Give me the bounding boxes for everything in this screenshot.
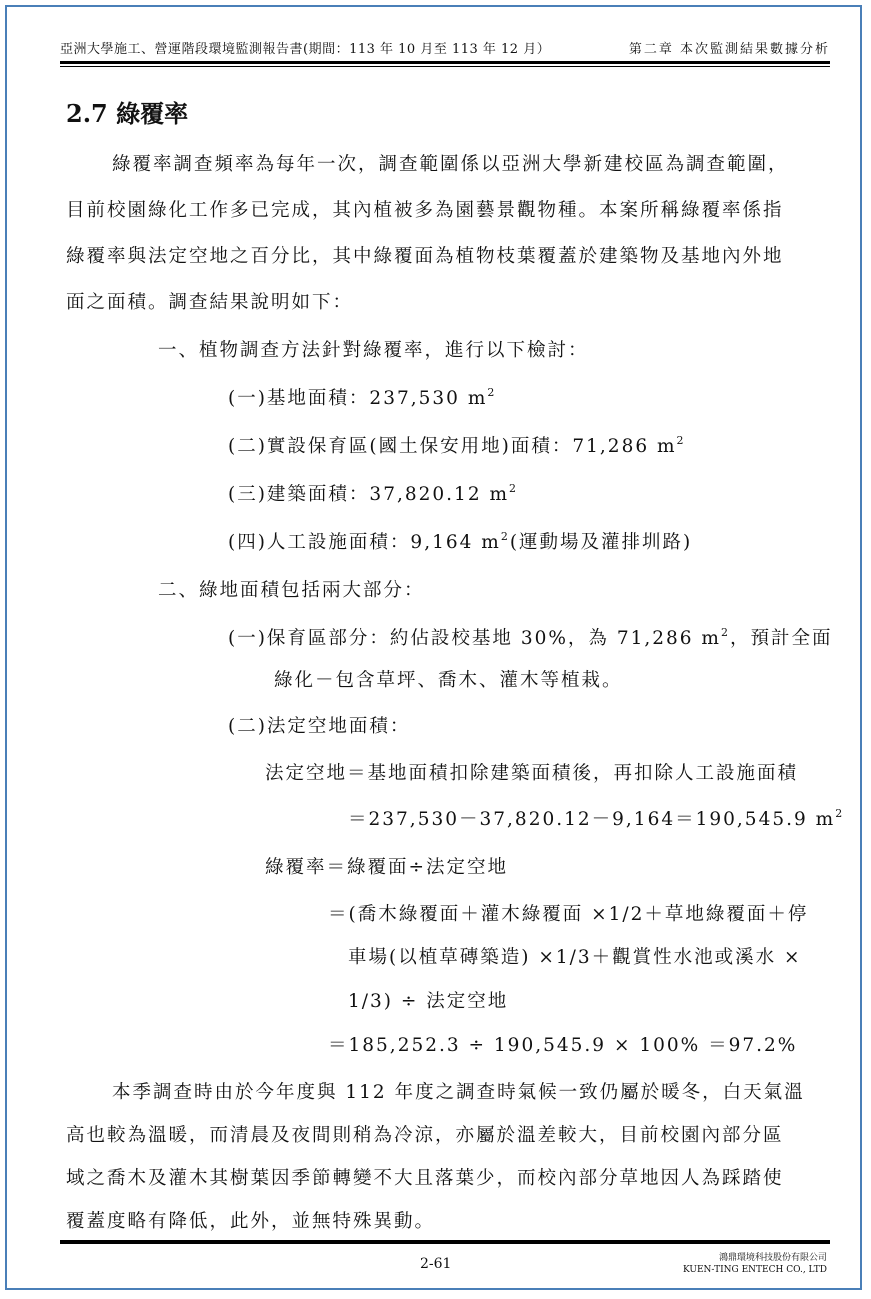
company-name: [683, 1252, 827, 1276]
calc-line-1: 法定空地＝基地面積扣除建築面積後，再扣除人工設施面積: [265, 763, 799, 784]
intro-line-1: 綠覆率調查頻率為每年一次，調查範圍係以亞洲大學新建校區為調查範圍，: [112, 154, 789, 175]
green-rate-line-3: 車場(以植草磚築造) ×1/3＋觀賞性水池或溪水 ×: [348, 947, 802, 968]
item1-c-text: (三)建築面積：37,820.12 m: [228, 484, 510, 505]
item1-a-text: (一)基地面積：237,530 m: [228, 388, 488, 409]
item2-a-line-1: [228, 624, 833, 650]
superscript: 2: [676, 434, 686, 447]
item2-a-text-end: ，預計全面: [729, 628, 833, 649]
company-name-en: KUEN-TING ENTECH CO., LTD: [682, 1265, 827, 1275]
superscript: 2: [720, 626, 730, 639]
company-name-cn: 鴻鼎環境科技股份有限公司: [718, 1253, 827, 1263]
page-header: [60, 38, 830, 58]
item1-a: [228, 384, 496, 410]
superscript: 2: [487, 386, 497, 399]
closing-line-2: 高也較為溫暖，而清晨及夜間則稍為冷涼，亦屬於溫差較大，目前校園內部分區: [66, 1125, 784, 1146]
intro-line-3: 綠覆率與法定空地之百分比，其中綠覆面為植物枝葉覆蓋於建築物及基地內外地: [66, 246, 784, 267]
header-chapter-title: 第二章 本次監測結果數據分析: [628, 42, 830, 57]
green-rate-line-2: ＝(喬木綠覆面＋灌木綠覆面 ×1/2＋草地綠覆面＋停: [328, 904, 809, 925]
item2-heading: 二、綠地面積包括兩大部分：: [158, 580, 425, 601]
header-report-title: 亞洲大學施工、營運階段環境監測報告書(期間：113 年 10 月至 113 年 12 月）: [60, 42, 551, 57]
item1-b: [228, 432, 686, 458]
green-rate-line-1: 綠覆率＝綠覆面÷法定空地: [265, 857, 509, 878]
closing-line-4: 覆蓋度略有降低，此外，並無特殊異動。: [66, 1211, 436, 1232]
item2-b: (二)法定空地面積：: [228, 716, 411, 737]
item1-heading: 一、植物調查方法針對綠覆率，進行以下檢討：: [158, 340, 589, 361]
section-title: 2.7 綠覆率: [66, 99, 189, 128]
superscript: 2: [509, 482, 519, 495]
header-rule-bottom: [60, 66, 830, 67]
item1-c: [228, 480, 518, 506]
item2-a-text: (一)保育區部分：約佔設校基地 30%，為 71,286 m: [228, 628, 721, 649]
item1-d-text: (四)人工設施面積：9,164 m: [228, 532, 501, 553]
item1-d-note: (運動場及灌排圳路): [509, 532, 693, 553]
superscript: 2: [500, 530, 510, 543]
item1-b-text: (二)實設保育區(國土保安用地)面積：71,286 m: [228, 436, 677, 457]
closing-line-3: 域之喬木及灌木其樹葉因季節轉變不大且落葉少，而校內部分草地因人為踩踏使: [66, 1168, 784, 1189]
green-rate-line-4: 1/3) ÷ 法定空地: [348, 991, 509, 1012]
intro-line-4: 面之面積。調查結果說明如下：: [66, 292, 354, 313]
green-rate-line-5: ＝185,252.3 ÷ 190,545.9 × 100% ＝97.2%: [328, 1035, 798, 1056]
calc-line-2: [348, 805, 844, 831]
intro-line-2: 目前校園綠化工作多已完成，其內植被多為園藝景觀物種。本案所稱綠覆率係指: [66, 200, 784, 221]
footer-rule: [60, 1240, 830, 1244]
superscript: 2: [835, 807, 845, 820]
item2-a-line-2: 綠化－包含草坪、喬木、灌木等植栽。: [274, 670, 623, 691]
closing-line-1: 本季調查時由於今年度與 112 年度之調查時氣候一致仍屬於暖冬，白天氣溫: [112, 1082, 805, 1103]
header-rule-top: [60, 61, 830, 64]
item1-d: [228, 528, 692, 554]
page-number: 2-61: [420, 1256, 452, 1272]
calc-line-2-text: ＝237,530－37,820.12－9,164＝190,545.9 m: [348, 809, 836, 830]
